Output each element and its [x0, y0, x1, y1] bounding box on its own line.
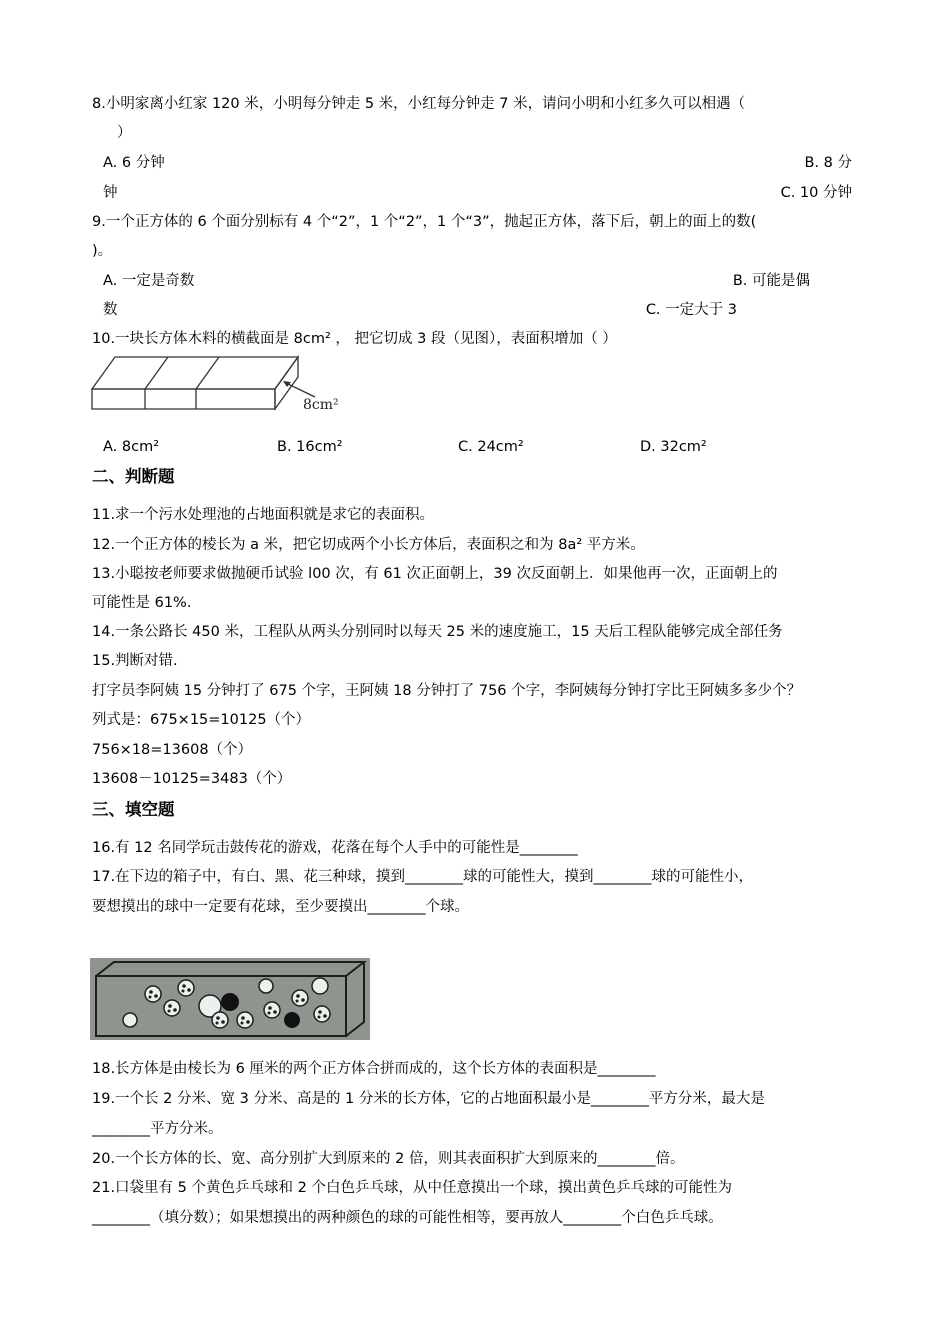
q9-option-c: C. 一定大于 3	[645, 302, 737, 318]
cuboid-top-face	[92, 357, 298, 389]
q10-stem: 10.一块长方体木料的横截面是 8cm² ， 把它切成 3 段（见图），表面积增加（ ）	[92, 331, 617, 347]
q11: 11.求一个污水处理池的占地面积就是求它的表面积。	[92, 507, 435, 523]
q15-title: 15.判断对错.	[92, 653, 178, 669]
q8-stem-line2: ）	[117, 125, 132, 141]
label-arrow	[286, 383, 315, 397]
q18: 18.长方体是由棱长为 6 厘米的两个正方体合拼而成的，这个长方体的表面积是________	[92, 1061, 656, 1077]
q9-option-a: A. 一定是奇数	[103, 273, 195, 289]
section-2-title: 二、判断题	[92, 467, 175, 486]
q10-option-c: C. 24cm²	[458, 439, 524, 455]
q9-option-b-continued: 数	[103, 302, 118, 318]
q21-line2: ________（填分数）；如果想摸出的两种颜色的球的可能性相等，要再放人________个白色乒乓球。	[92, 1210, 723, 1226]
q10-option-d: D. 32cm²	[640, 439, 707, 455]
cuboid-cut-figure	[90, 355, 350, 417]
q14: 14.一条公路长 450 米，工程队从两头分别同时以每天 25 米的速度施工，15 天后工程队能够完成全部任务	[92, 624, 783, 640]
black-ball	[284, 1012, 300, 1028]
q8-option-b: B. 8 分	[804, 155, 852, 171]
figure-area-label: 8cm²	[303, 397, 339, 413]
q21-line1: 21.口袋里有 5 个黄色乒乓球和 2 个白色乒乓球，从中任意摸出一个球，摸出黄色乒乓球的可能性为	[92, 1180, 732, 1196]
q8-option-a: A. 6 分钟	[103, 155, 165, 171]
q16: 16.有 12 名同学玩击鼓传花的游戏，花落在每个人手中的可能性是________	[92, 840, 578, 856]
q17-line2: 要想摸出的球中一定要有花球，至少要摸出________个球。	[92, 899, 469, 915]
q8-option-c: C. 10 分钟	[780, 185, 852, 201]
white-ball	[123, 1013, 137, 1027]
white-ball	[312, 978, 328, 994]
ball-box-figure	[90, 958, 370, 1040]
q8-option-b-continued: 钟	[103, 185, 118, 201]
q15-line1: 打字员李阿姨 15 分钟打了 675 个字，王阿姨 18 分钟打了 756 个字，李阿姨每分钟打字比王阿姨多多少个？	[92, 683, 802, 699]
q13-line1: 13.小聪按老师要求做抛硬币试验 l00 次，有 61 次正面朝上，39 次反面朝上．如果他再一次，正面朝上的	[92, 566, 778, 582]
q17-line1: 17.在下边的箱子中，有白、黑、花三种球，摸到________球的可能性大，摸到________球的可能性小，	[92, 869, 754, 885]
q9-option-b: B. 可能是偶	[732, 273, 810, 289]
q9-stem-line1: 9.一个正方体的 6 个面分别标有 4 个“2”，1 个“2”，1 个“3”，抛起正方体，落下后，朝上的面上的数(	[92, 214, 757, 230]
q13-line2: 可能性是 61%.	[92, 595, 192, 611]
q8-stem-line1: 8.小明家离小红家 120 米，小明每分钟走 5 米，小红每分钟走 7 米，请问小明和小红多久可以相遇（	[92, 96, 746, 112]
section-3-title: 三、填空题	[92, 800, 175, 819]
q19-line1: 19.一个长 2 分米、宽 3 分米、高是的 1 分米的长方体，它的占地面积最小是________平方分米，最大是	[92, 1091, 765, 1107]
cuboid-front-face	[92, 389, 275, 409]
cut-line-1-top	[145, 357, 168, 389]
patterned-ball	[264, 1002, 280, 1018]
arrow-head-icon	[283, 381, 291, 387]
patterned-ball	[237, 1012, 253, 1028]
patterned-ball	[145, 986, 161, 1002]
q20: 20.一个长方体的长、宽、高分别扩大到原来的 2 倍，则其表面积扩大到原来的________倍。	[92, 1151, 685, 1167]
q10-option-a: A. 8cm²	[103, 439, 160, 455]
q19-line2: ________平方分米。	[92, 1121, 223, 1137]
white-ball	[259, 979, 273, 993]
patterned-ball	[314, 1006, 330, 1022]
q15-line2: 列式是：675×15=10125（个）	[92, 712, 311, 728]
q10-option-b: B. 16cm²	[277, 439, 343, 455]
q15-line4: 13608－10125=3483（个）	[92, 771, 292, 787]
q15-line3: 756×18=13608（个）	[92, 742, 253, 758]
q9-stem-line2: )。	[92, 243, 113, 259]
patterned-ball	[178, 980, 194, 996]
cut-line-2-top	[196, 357, 219, 389]
patterned-ball	[292, 990, 308, 1006]
patterned-ball	[212, 1012, 228, 1028]
black-ball	[221, 993, 239, 1011]
q12: 12.一个正方体的棱长为 a 米，把它切成两个小长方体后，表面积之和为 8a² 平方米。	[92, 537, 645, 553]
patterned-ball	[164, 1000, 180, 1016]
